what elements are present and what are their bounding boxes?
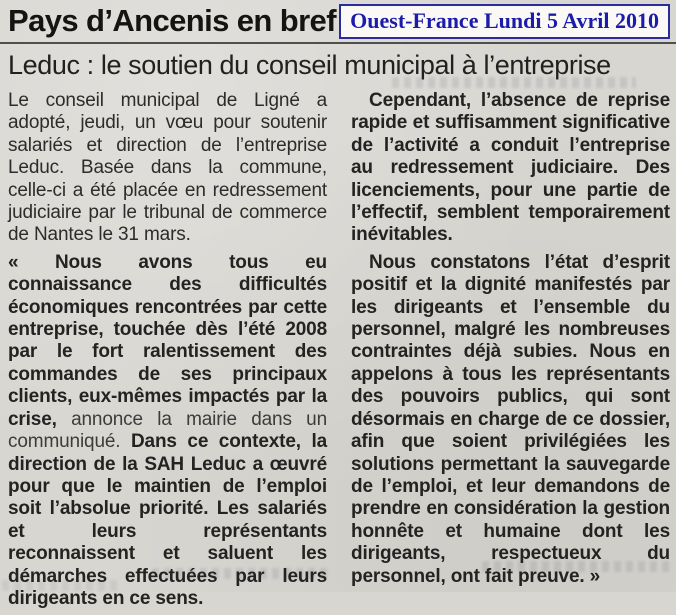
edition-date-box xyxy=(339,4,670,39)
paragraph-quote-continuation-1: Cependant, l’absence de reprise rapide et suffisamment significative de l’activité a conduit l’entreprise au redressement judiciaire. Des licenciements, pour une partie de l’effectif, semblent temporairement inévitables. xyxy=(351,90,670,246)
section-title: Pays d’Ancenis en bref xyxy=(8,3,336,38)
article-body xyxy=(0,88,676,615)
attribution-text: annonce la mairie dans un communiqué. xyxy=(8,408,327,453)
article-headline: Leduc : le soutien du conseil municipal à l’entreprise xyxy=(8,50,611,80)
paragraph-quote-with-attribution xyxy=(8,252,327,611)
quote-text-part1: « Nous avons tous eu connaissance des difficultés économiques rencontrées par cette entreprise, touchée dès l’été 2008 par le fort ralentissement des commandes de ses principaux clients, eux-mêmes impactés par la crise, xyxy=(8,251,327,430)
right-column xyxy=(351,90,670,615)
edition-date-label: Ouest-France Lundi 5 Avril 2010 xyxy=(350,8,659,33)
paragraph-quote-continuation-2: Nous constatons l’état d’esprit positif et la dignité manifestés par les dirigeants et l’ensemble du personnel, malgré les nombreuses contraintes déjà subies. Nous en appelons à tous les représentants des pouvoirs publics, qui sont désormais en charge de ce dossier, afin que soient privilégiées les solutions permettant la sauvegarde de l’emploi, et leur demandons de prendre en considération la gestion honnête et humaine dont les dirigeants, respectueux du personnel, ont fait preuve. » xyxy=(351,251,670,587)
quote-text-part2: Dans ce contexte, la direction de la SAH Leduc a œuvré pour que le maintien de l’emploi soit l’absolue priorité. Les salariés et leurs représentants reconnaissent et saluent les démarches effectuées par leurs dirigeants en ce sens. xyxy=(8,431,327,609)
section-header xyxy=(0,0,676,42)
header-divider xyxy=(0,42,676,44)
left-column xyxy=(8,90,327,615)
paragraph-intro: Le conseil municipal de Ligné a adopté, jeudi, un vœu pour soutenir salariés et direction de l’entreprise Leduc. Basée dans la commune, celle-ci a été placée en redressement judiciaire par le tribunal de commerce de Nantes le 31 mars. xyxy=(8,90,327,246)
